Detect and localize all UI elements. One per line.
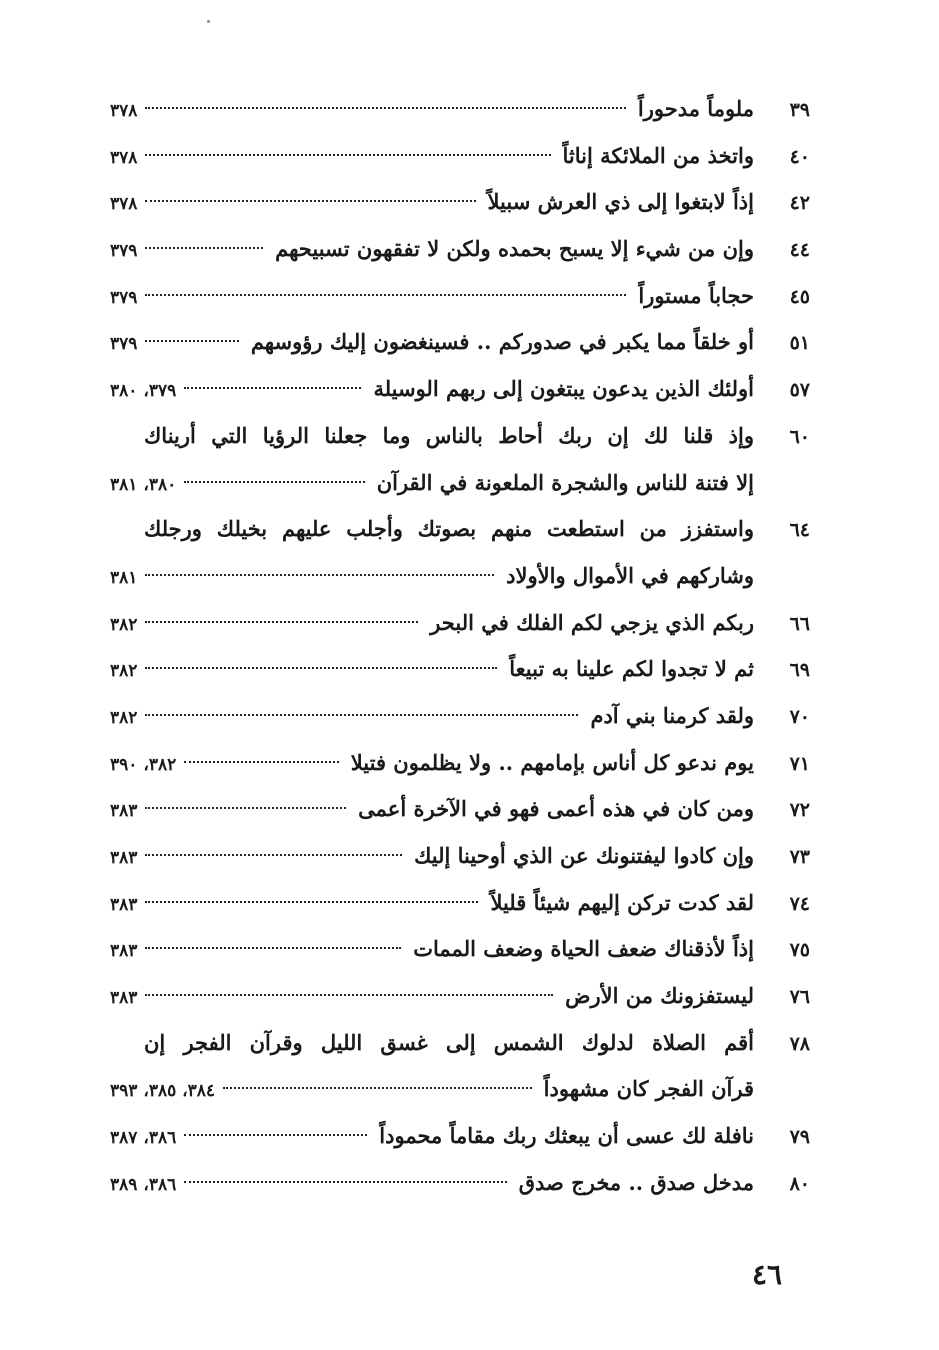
page-references: ٣٨٣ <box>110 988 138 1009</box>
verse-text: إذاً لابتغوا إلى ذي العرش سبيلاً <box>487 189 754 215</box>
dot-leader <box>184 761 339 763</box>
dot-leader <box>184 1181 507 1183</box>
verse-text: مدخل صدق .. مخرج صدق <box>518 1169 754 1195</box>
page-references: ٣٧٨ <box>110 101 138 121</box>
verse-text: ولقد كرمنا بني آدم <box>590 702 754 728</box>
index-entry <box>110 926 810 973</box>
verse-number: ٧٦ <box>789 986 810 1009</box>
dot-leader <box>145 107 626 109</box>
index-entry <box>110 273 810 320</box>
dot-leader <box>184 481 365 483</box>
page-references: ٣٨٣ <box>110 848 138 868</box>
verse-number: ٦٠ <box>789 425 810 448</box>
page-references: ٣٨٣ <box>110 801 138 822</box>
index-entry <box>110 413 810 460</box>
verse-number: ٤٠ <box>789 145 810 168</box>
index-entry <box>110 553 810 600</box>
index-entry <box>110 506 810 553</box>
dot-leader <box>145 807 346 809</box>
page-references: ٣٧٩ <box>110 241 138 262</box>
verse-text: قرآن الفجر كان مشهوداً <box>543 1076 754 1102</box>
page-references: ٣٨١ <box>110 567 138 588</box>
verse-number: ٧٥ <box>789 939 810 962</box>
index-entry <box>110 740 810 787</box>
index-entry <box>110 646 810 693</box>
verse-text: وإذ قلنا لك إن ربك أحاط بالناس وما جعلنا الرؤيا التي أريناك <box>144 422 754 448</box>
verse-number: ٤٢ <box>789 192 810 215</box>
index-entry <box>110 786 810 833</box>
verse-text: ليستفزونك من الأرض <box>565 983 754 1009</box>
verse-number: ٧٣ <box>789 846 810 868</box>
index-entry <box>110 133 810 180</box>
verse-number: ٤٥ <box>789 285 810 308</box>
dot-leader <box>145 247 263 249</box>
verse-text: ربكم الذي يزجي لكم الفلك في البحر <box>430 609 754 635</box>
verse-number: ٦٩ <box>789 659 810 682</box>
page-references: ٣٨٤، ٣٨٥، ٣٩٣ <box>110 1081 216 1102</box>
dot-leader <box>145 340 238 342</box>
verse-text: وشاركهم في الأموال والأولاد <box>506 562 754 588</box>
verse-number: ٥٧ <box>789 379 810 402</box>
verse-text: إذاً لأذقناك ضعف الحياة وضعف الممات <box>413 936 754 962</box>
page-references: ٣٧٩ <box>110 287 138 308</box>
verse-index-list <box>110 86 810 1207</box>
index-entry <box>110 86 810 133</box>
page-references: ٣٨٦، ٣٨٧ <box>110 1128 177 1149</box>
verse-text: واتخذ من الملائكة إناثاً <box>562 142 754 168</box>
verse-number: ٥١ <box>789 332 810 355</box>
verse-number: ٤٤ <box>789 239 810 262</box>
verse-text: ومن كان في هذه أعمى فهو في الآخرة أعمى <box>358 796 754 822</box>
page-references: ٣٨٣ <box>110 941 138 962</box>
dot-leader <box>145 854 402 856</box>
verse-number: ٧٤ <box>789 892 810 915</box>
dot-leader <box>145 714 578 716</box>
page-references: ٣٨٠، ٣٨١ <box>110 474 177 495</box>
verse-text: حجاباً مستوراً <box>638 282 754 308</box>
dot-leader <box>145 901 478 903</box>
index-entry <box>110 179 810 226</box>
dot-leader <box>145 621 418 623</box>
page-references: ٣٨٢ <box>110 661 138 682</box>
dot-leader <box>223 1087 532 1089</box>
verse-text: ملوماً مدحوراً <box>637 96 754 121</box>
verse-text: إلا فتنة للناس والشجرة الملعونة في القرآن <box>376 469 754 495</box>
page-references: ٣٧٨ <box>110 194 138 215</box>
index-entry <box>110 319 810 366</box>
verse-number: ٧٢ <box>789 799 810 822</box>
dot-leader <box>145 667 497 669</box>
page-references: ٣٨٢ <box>110 614 138 635</box>
verse-text: نافلة لك عسى أن يبعثك ربك مقاماً محموداً <box>379 1123 754 1149</box>
verse-number: ٦٤ <box>789 519 810 542</box>
dot-leader <box>184 1134 367 1136</box>
page-references: ٣٨٢ <box>110 707 138 728</box>
index-entry <box>110 880 810 927</box>
verse-number: ٧٠ <box>789 705 810 728</box>
verse-text: أولئك الذين يدعون يبتغون إلى ربهم الوسيلة <box>373 376 754 402</box>
page-references: ٣٨٣ <box>110 894 138 915</box>
dot-leader <box>145 294 626 296</box>
index-entry <box>110 1113 810 1160</box>
verse-number: ٨٠ <box>789 1172 810 1195</box>
index-entry <box>110 973 810 1020</box>
index-entry <box>110 226 810 273</box>
page-references: ٣٨٢، ٣٩٠ <box>110 754 177 775</box>
verse-text: أقم الصلاة لدلوك الشمس إلى غسق الليل وقرآن الفجر إن <box>144 1029 754 1055</box>
index-entry <box>110 460 810 507</box>
index-entry <box>110 1066 810 1113</box>
verse-number: ٧٩ <box>789 1126 810 1149</box>
verse-text: أو خلقاً مما يكبر في صدوركم .. فسينغضون إليك رؤوسهم <box>250 329 754 355</box>
page-references: ٣٧٩، ٣٨٠ <box>110 381 177 402</box>
page-number: ٤٦ <box>752 1258 783 1291</box>
dot-leader <box>145 994 553 996</box>
index-entry <box>110 1160 810 1207</box>
verse-text: واستفزز من استطعت منهم بصوتك وأجلب عليهم بخيلك ورجلك <box>144 516 754 542</box>
index-entry <box>110 366 810 413</box>
verse-number: ٦٦ <box>789 612 810 635</box>
dot-leader <box>184 387 361 389</box>
scan-speck <box>207 20 210 23</box>
page-references: ٣٨٦، ٣٨٩ <box>110 1174 177 1195</box>
page-references: ٣٧٨ <box>110 147 138 168</box>
verse-text: وإن من شيء إلا يسبح بحمده ولكن لا تفقهون تسبيحهم <box>275 236 754 262</box>
dot-leader <box>145 947 401 949</box>
dot-leader <box>145 154 550 156</box>
dot-leader <box>145 200 475 202</box>
verse-number: ٧٨ <box>789 1032 810 1055</box>
verse-number: ٣٩ <box>789 99 810 121</box>
index-entry <box>110 833 810 880</box>
verse-text: لقد كدت تركن إليهم شيئاً قليلاً <box>490 889 754 915</box>
index-entry <box>110 1020 810 1067</box>
index-entry <box>110 693 810 740</box>
verse-text: وإن كادوا ليفتنونك عن الذي أوحينا إليك <box>414 843 754 868</box>
verse-number: ٧١ <box>789 752 810 775</box>
page-references: ٣٧٩ <box>110 334 138 355</box>
index-entry <box>110 600 810 647</box>
verse-text: يوم ندعو كل أناس بإمامهم .. ولا يظلمون فتيلا <box>350 749 754 775</box>
verse-text: ثم لا تجدوا لكم علينا به تبيعاً <box>509 656 754 682</box>
dot-leader <box>145 574 494 576</box>
